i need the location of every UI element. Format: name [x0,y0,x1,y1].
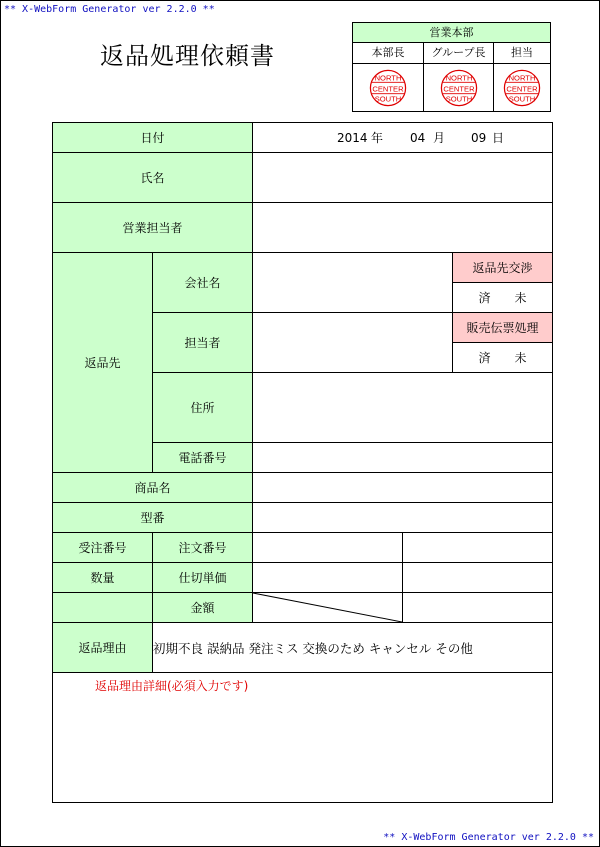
product-field[interactable] [252,472,553,503]
date-label: 日付 [52,122,253,153]
product-label: 商品名 [52,472,253,503]
approval-role-head: 本部長 [353,43,423,64]
approval-box [352,22,551,112]
address-field[interactable] [252,372,553,443]
amount-label: 金額 [152,592,253,623]
slip-status-field[interactable]: 済 未 [452,342,553,373]
order-no-field[interactable] [402,532,553,563]
phone-label: 電話番号 [152,442,253,473]
generator-label-bottom: ** X-WebForm Generator ver 2.2.0 ** [383,832,594,843]
model-label: 型番 [52,502,253,533]
model-field[interactable] [252,502,553,533]
hanko-stamp-icon [440,69,478,107]
amount-blank-label [52,592,153,623]
date-month: 04 [410,130,426,145]
return-to-label: 返品先 [52,252,153,473]
approval-department: 営業本部 [353,23,550,43]
generator-label-top: ** X-WebForm Generator ver 2.2.0 ** [4,4,215,15]
date-year: 2014 [337,130,368,145]
approval-role-group: グループ長 [424,43,493,64]
contact-field[interactable] [252,312,453,373]
svg-text:SOUTH: SOUTH [445,94,472,104]
hanko-stamp-icon [369,69,407,107]
negotiation-label: 返品先交渉 [452,252,553,283]
phone-field[interactable] [252,442,553,473]
contact-label: 担当者 [152,312,253,373]
receive-no-field[interactable] [252,532,403,563]
address-label: 住所 [152,372,253,443]
svg-text:NORTH: NORTH [374,73,402,83]
approval-stamp-cell-group [424,64,493,112]
qty-field[interactable] [252,562,403,593]
reason-options[interactable]: 初期不良 誤納品 発注ミス 交換のため キャンセル その他 [152,622,553,673]
amount-disabled-cell [252,592,403,623]
date-day: 09 [471,130,487,145]
approval-stamp-cell-staff [494,64,550,112]
date-year-unit: 年 [371,131,384,145]
date-day-unit: 日 [492,131,505,145]
svg-text:CENTER: CENTER [442,84,475,94]
diagonal-strike-icon [253,593,402,622]
reason-label: 返品理由 [52,622,153,673]
company-label: 会社名 [152,252,253,313]
date-month-unit: 月 [433,131,446,145]
unit-price-label: 仕切単価 [152,562,253,593]
approval-role-staff: 担当 [494,43,550,64]
receive-no-label: 受注番号 [52,532,153,563]
svg-text:NORTH: NORTH [508,73,536,83]
page-title: 返品処理依頼書 [100,42,275,70]
unit-price-field[interactable] [402,562,553,593]
svg-text:SOUTH: SOUTH [508,94,536,104]
svg-text:NORTH: NORTH [445,73,472,83]
date-field[interactable] [252,122,553,153]
negotiation-status-field[interactable]: 済 未 [452,282,553,313]
amount-field[interactable] [402,592,553,623]
svg-text:CENTER: CENTER [372,84,404,94]
qty-label: 数量 [52,562,153,593]
reason-detail-field[interactable] [52,672,553,803]
name-field[interactable] [252,152,553,203]
svg-text:CENTER: CENTER [506,84,538,94]
slip-label: 販売伝票処理 [452,312,553,343]
approval-stamp-cell-head [353,64,423,112]
hanko-stamp-icon [503,69,541,107]
sales-rep-label: 営業担当者 [52,202,253,253]
sales-rep-field[interactable] [252,202,553,253]
order-no-label: 注文番号 [152,532,253,563]
reason-detail-label: 返品理由詳細(必須入力です) [95,679,249,693]
company-field[interactable] [252,252,453,313]
svg-text:SOUTH: SOUTH [374,94,402,104]
name-label: 氏名 [52,152,253,203]
